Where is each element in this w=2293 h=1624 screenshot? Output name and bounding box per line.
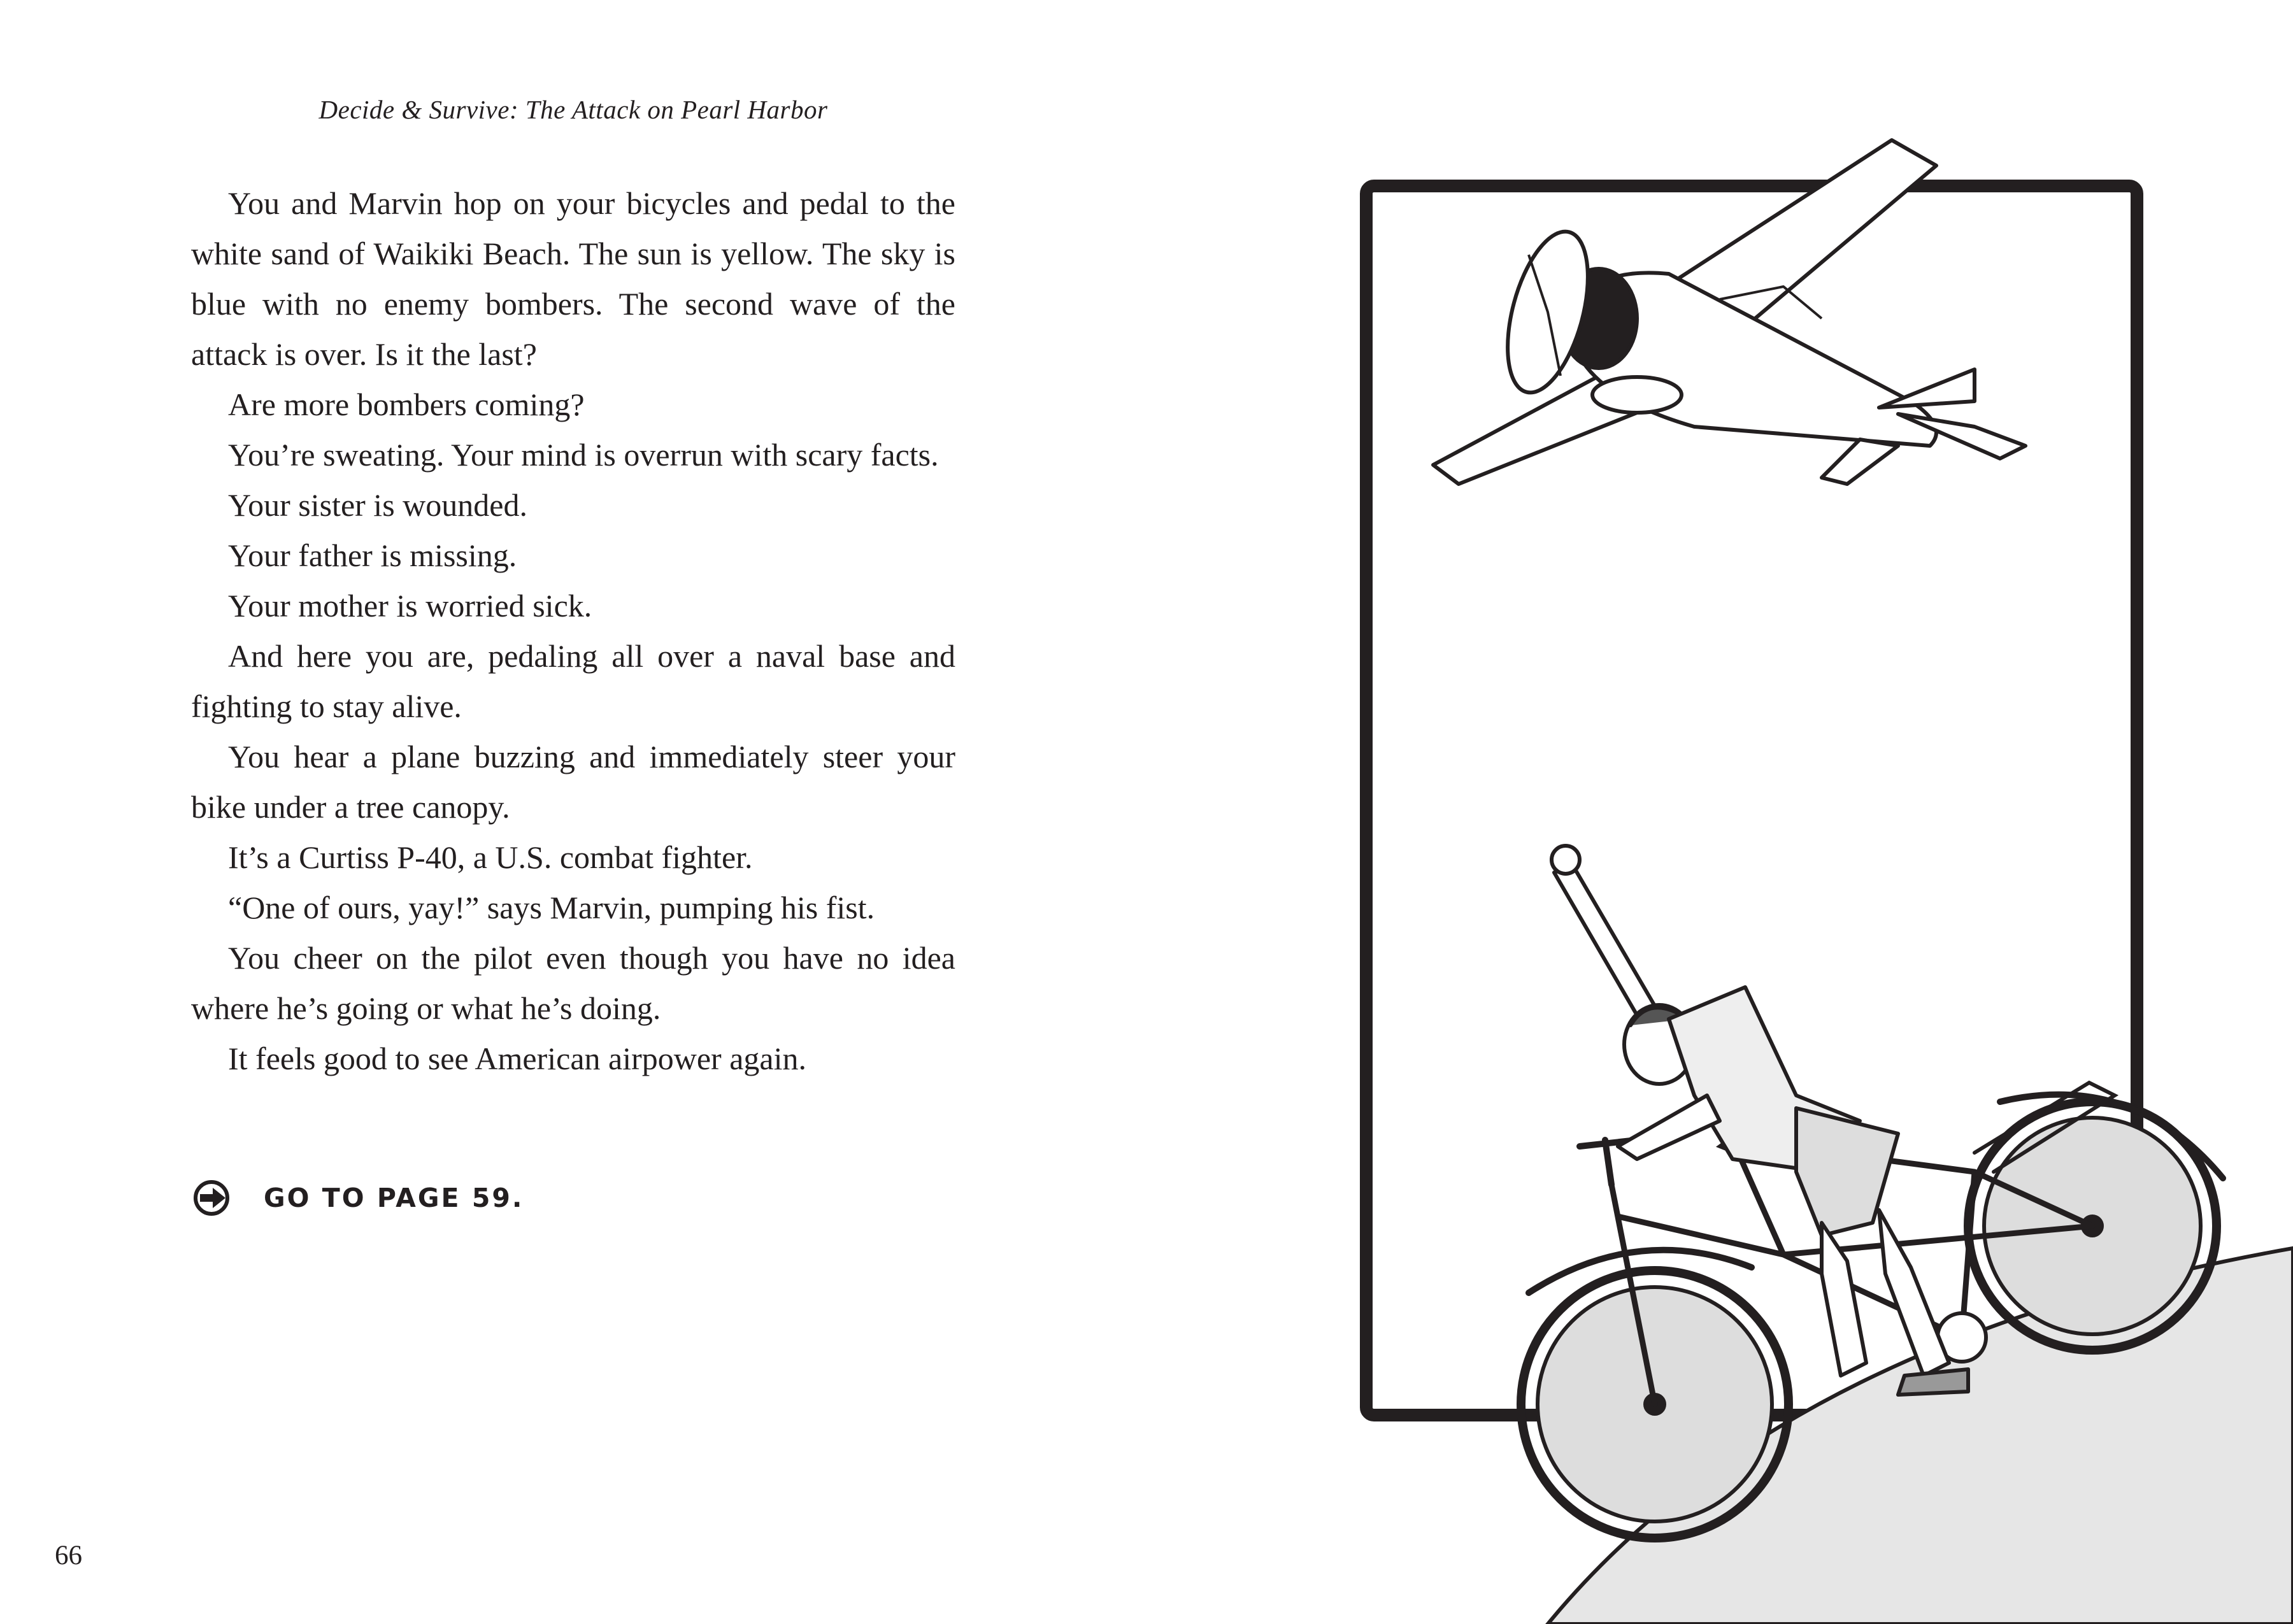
illustration — [1338, 127, 2293, 1624]
story-text — [191, 178, 955, 1084]
paragraph: Are more bombers coming? — [228, 387, 585, 422]
paragraph: You hear a plane buzzing and immediately steer your bike under a tree canopy. — [191, 739, 955, 825]
paragraph: You cheer on the pilot even though you have no idea where he’s going or what he’s doing. — [191, 940, 955, 1026]
paragraph: It feels good to see American airpower again. — [228, 1041, 806, 1076]
page-number: 66 — [55, 1541, 82, 1571]
paragraph: It’s a Curtiss P-40, a U.S. combat fighter. — [228, 839, 753, 875]
running-head: Decide & Survive: The Attack on Pearl Harbor — [318, 95, 828, 124]
paragraph: Your father is missing. — [228, 538, 517, 573]
go-to-page-link[interactable] — [194, 1180, 524, 1216]
go-to-page-label: GO TO PAGE 59. — [264, 1183, 524, 1213]
paragraph: “One of ours, yay!” says Marvin, pumping his fist. — [228, 890, 875, 925]
paragraph: Your sister is wounded. — [228, 487, 527, 523]
paragraph: You’re sweating. Your mind is overrun with scary facts. — [228, 437, 939, 473]
paragraph: You and Marvin hop on your bicycles and pedal to the white sand of Waikiki Beach. The sun is yellow. The sky is blue with no enemy bombers. The second wave of the attack is over. Is it the last? — [191, 185, 955, 372]
arrow-right-circle-icon — [194, 1180, 232, 1216]
paragraph: And here you are, pedaling all over a naval base and fighting to stay alive. — [191, 638, 955, 724]
paragraph: Your mother is worried sick. — [228, 588, 592, 623]
